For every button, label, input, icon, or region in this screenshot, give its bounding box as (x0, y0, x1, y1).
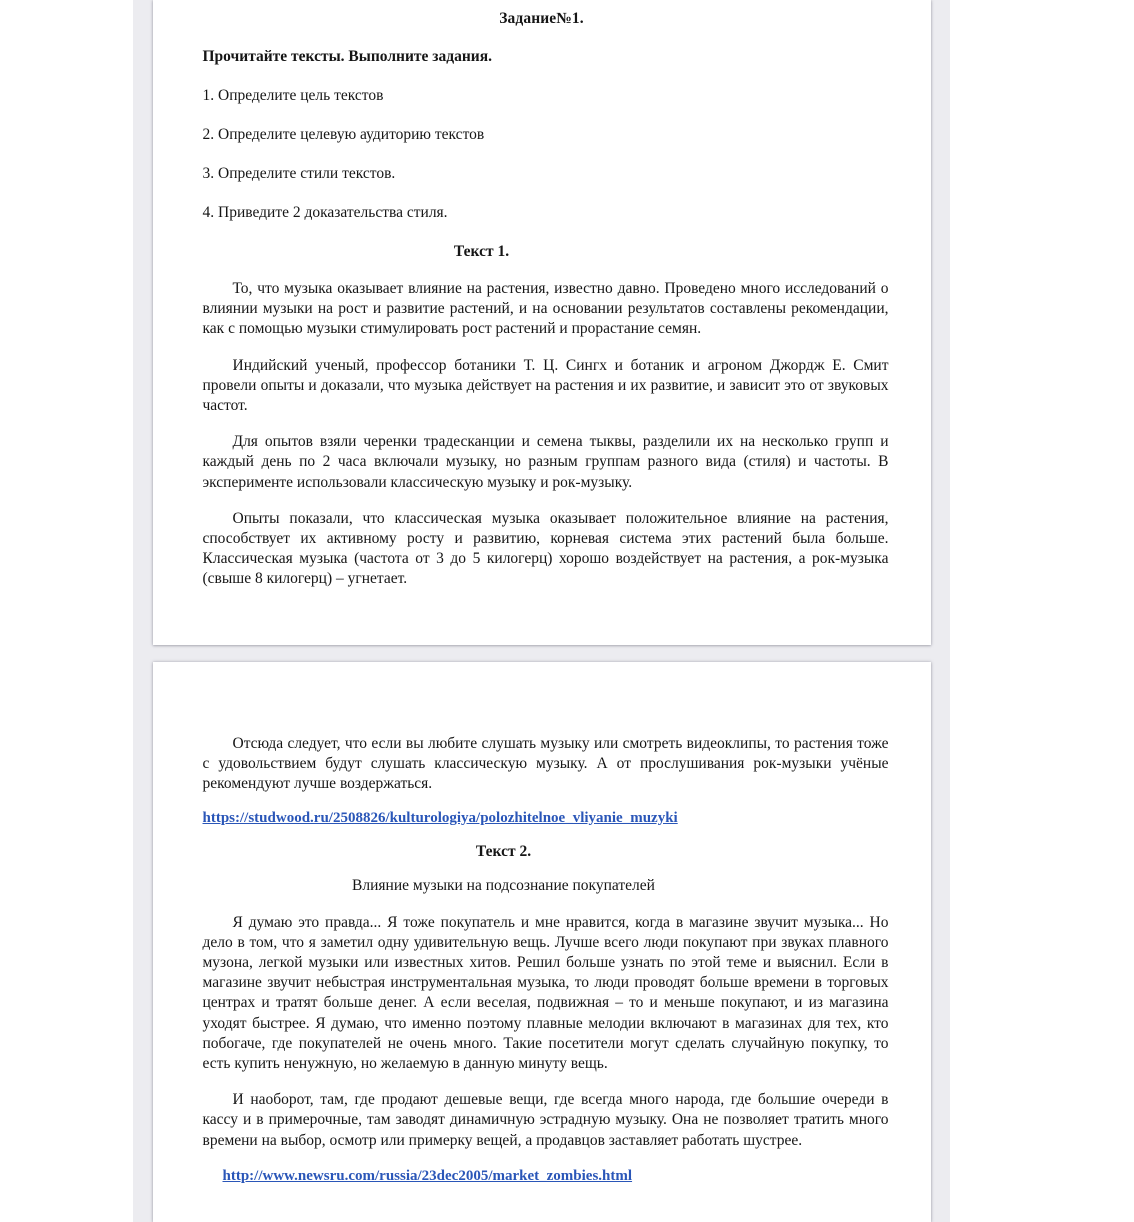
task-item-4: 4. Приведите 2 доказательства стиля. (202, 204, 448, 221)
instruction-line: Прочитайте тексты. Выполните задания. (202, 48, 492, 65)
task-item-3: 3. Определите стили текстов. (202, 165, 396, 182)
document-page-1 (153, 0, 931, 645)
text2-paragraph-2: И наоборот, там, где продают дешевые вещи, где всегда много народа, где большие очереди в кассу и в примерочные, там заводят динамичную эстрадную музыку. Она не позволяет тратить много времени на выбор, осмотр или примерку вещей, а продавцов заставляет работать шустрее. (202, 1091, 889, 1149)
text1-paragraph-4: Опыты показали, что классическая музыка оказывает положительное влияние на растения, способствует их активному росту и развитию, корневая система этих растений была больше. Классическая музыка (частота от 3 до 5 килогерц) хорошо воздействует на растения, а рок-музыка (свыше 8 килогерц) – угнетает. (202, 509, 889, 588)
task-item-1: 1. Определите цель текстов (202, 87, 384, 104)
text2-source-line (195, 1167, 889, 1185)
document-page-2 (153, 662, 931, 1222)
text1-heading: Текст 1. (453, 243, 510, 260)
text2-source-link[interactable]: http://www.newsru.com/russia/23dec2005/market_zombies.html (222, 1167, 633, 1184)
text2-heading: Текст 2. (475, 842, 532, 860)
text1-paragraph-5: Отсюда следует, что если вы любите слушать музыку или смотреть видеоклипы, то растения тоже с удовольствием будут слушать классическую музыку. А от прослушивания рок-музыки учёные рекомендуют лучше воздержаться. (202, 735, 889, 793)
text1-paragraph-2: Индийский ученый, профессор ботаники Т. Ц. Сингх и ботаник и агроном Джордж Е. Смит провели опыты и доказали, что музыка действует на растения и их развитие, и зависит это от звуковых частот. (202, 356, 889, 415)
task-item-2: 2. Определите целевую аудиторию текстов (202, 126, 485, 143)
text2-subtitle: Влияние музыки на подсознание покупателей (352, 876, 655, 894)
text1-paragraph-1: То, что музыка оказывает влияние на растения, известно давно. Проведено много исследований о влиянии музыки на рост и развитие растений, и на основании результатов составлены рекомендации, как с помощью музыки стимулировать рост растений и прорастание семян. (202, 280, 889, 338)
page-title: Задание№1. (499, 10, 584, 27)
text1-paragraph-3: Для опытов взяли черенки традесканции и семена тыквы, разделили их на несколько групп и каждый день по 2 часа включали музыку, но разным группам разного вида (стиля) и частоты. В эксперименте использовали классическую музыку и рок-музыку. (202, 433, 889, 491)
document-viewer[interactable] (133, 0, 950, 1222)
text1-source-link[interactable]: https://studwood.ru/2508826/kulturologiya/polozhitelnoe_vliyanie_muzyki (202, 809, 678, 826)
text2-paragraph-1: Я думаю это правда... Я тоже покупатель и мне нравится, когда в магазине звучит музыка... Но дело в том, что я заметил одну удивительную вещь. Лучше всего люди покупают при звуках плавного музона, легкой музыки или известных хитов. Решил больше узнать по этой теме и выяснил. Если в магазине звучит небыстрая инструментальная музыка, то люди проводят больше времени в торговых центрах и тратят больше денег. А если веселая, подвижная – то и меньше покупают, и из магазина уходят быстрее. Я думаю, что именно поэтому плавные мелодии включают в магазинах для тех, кто побогаче, где покупателей не очень много. Такие посетители могут сделать случайную покупку, то есть купить ненужную, но желаемую в данную минуту вещь. (202, 913, 889, 1073)
text1-source-line (195, 809, 889, 827)
